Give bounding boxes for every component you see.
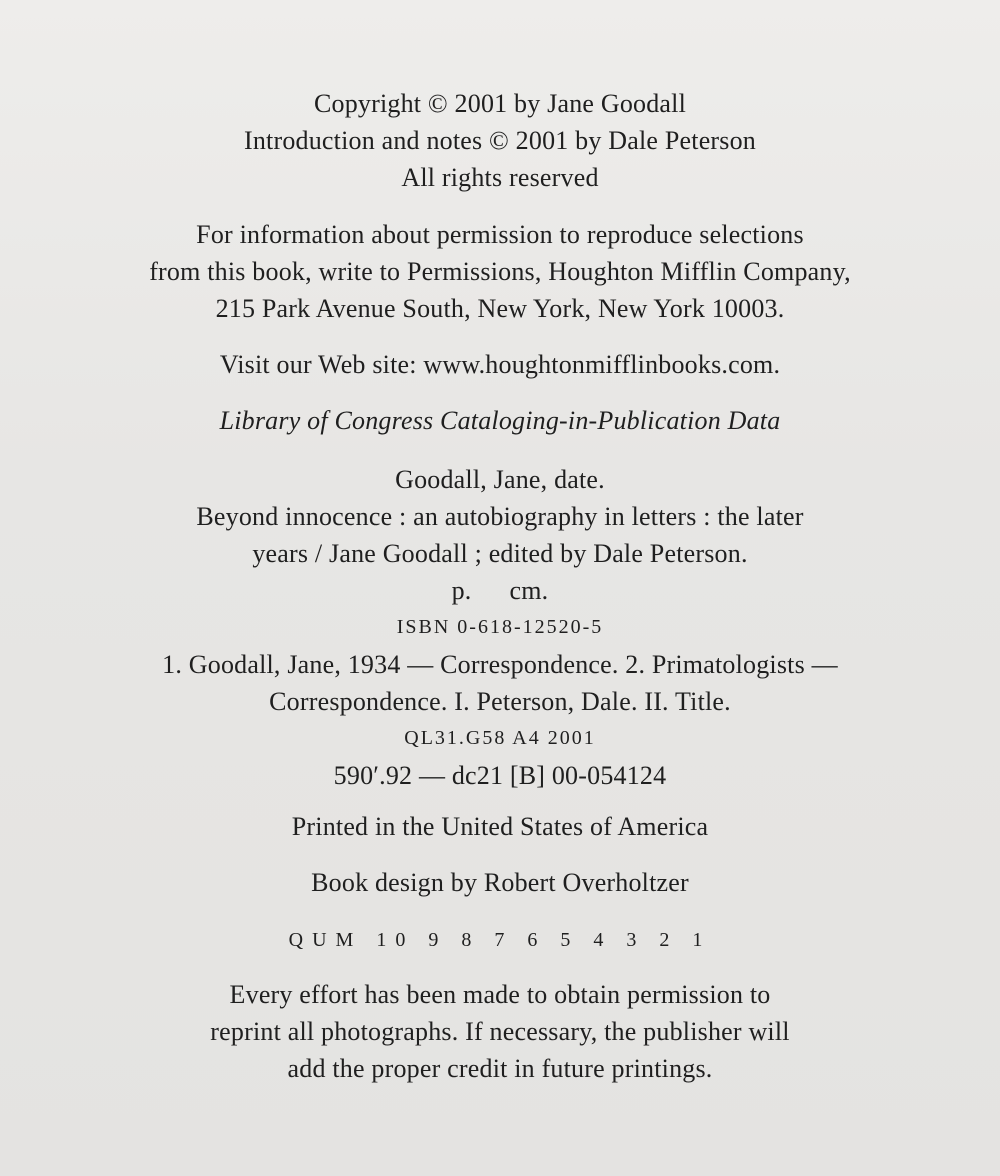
rights-reserved-line: All rights reserved [401, 163, 599, 192]
cip-subject-line: 1. Goodall, Jane, 1934 — Correspondence. 2. Primatologists — [162, 650, 838, 679]
cip-title-line: years / Jane Goodall ; edited by Dale Peterson. [252, 539, 748, 568]
cip-data-block [0, 461, 1000, 794]
notice-line: add the proper credit in future printings. [287, 1054, 713, 1083]
printing-number-line: QUM 10 9 8 7 6 5 4 3 2 1 [288, 929, 712, 951]
design-credit-line: Book design by Robert Overholtzer [311, 868, 689, 897]
website-block [0, 346, 1000, 383]
notice-line: reprint all photographs. If necessary, the publisher will [210, 1017, 790, 1046]
cip-title-line: Beyond innocence : an autobiography in letters : the later [196, 502, 804, 531]
permissions-address-line: 215 Park Avenue South, New York, New York 10003. [215, 294, 785, 323]
introduction-copyright-line: Introduction and notes © 2001 by Dale Peterson [243, 126, 757, 155]
design-block [0, 864, 1000, 901]
printing-line-block [0, 922, 1000, 959]
cip-author: Goodall, Jane, date. [395, 465, 605, 494]
cip-dewey: 590′.92 — dc21 [B] 00-054124 [333, 761, 667, 790]
website-line: Visit our Web site: www.houghtonmifflinbooks.com. [219, 350, 781, 379]
cip-cm: cm. [509, 576, 549, 605]
notice-line: Every effort has been made to obtain permission to [229, 980, 771, 1009]
cip-lc-class: QL31.G58 A4 2001 [404, 727, 596, 749]
printed-block [0, 808, 1000, 845]
cip-heading-text: Library of Congress Cataloging-in-Publication Data [219, 406, 781, 435]
cip-pages-cm [0, 572, 1000, 609]
permissions-line: from this book, write to Permissions, Houghton Mifflin Company, [149, 257, 851, 286]
copyright-block [0, 85, 1000, 196]
cip-isbn: ISBN 0-618-12520-5 [396, 616, 604, 638]
cip-heading [0, 402, 1000, 439]
cip-pages: p. [451, 576, 472, 605]
copyright-line: Copyright © 2001 by Jane Goodall [313, 89, 687, 118]
notice-block [0, 976, 1000, 1087]
permissions-line: For information about permission to reproduce selections [196, 220, 804, 249]
printed-line: Printed in the United States of America [291, 812, 709, 841]
cip-subject-line: Correspondence. I. Peterson, Dale. II. Title. [269, 687, 731, 716]
permissions-block [0, 216, 1000, 327]
